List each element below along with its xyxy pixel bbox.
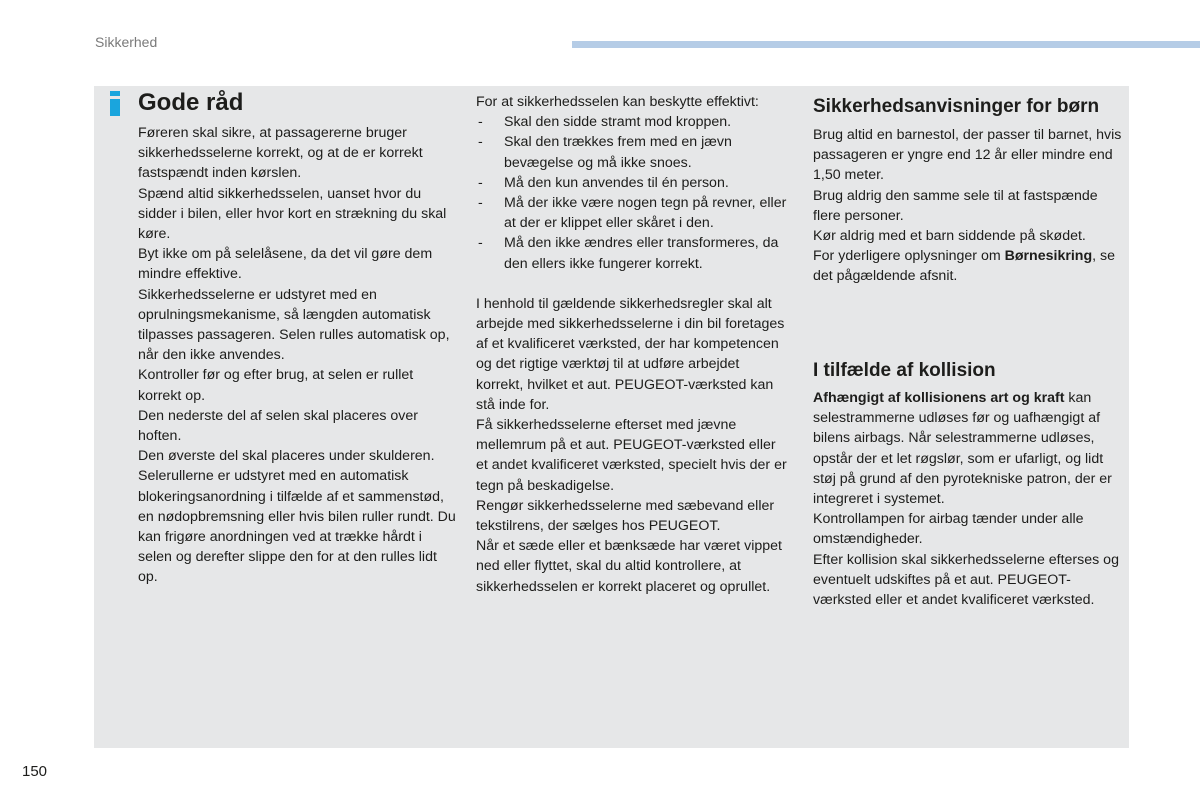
page-number: 150	[22, 763, 48, 780]
child-safety-reference: Børnesikring	[1004, 248, 1093, 265]
collision-paragraph: Efter kollision skal sikkerhedsselerne efterses og eventuelt udskiftes på et aut. PEUGEOT-værksted eller et andet kvalificeret værksted.	[813, 551, 1119, 609]
list-item: - Må den ikke ændres eller transformeres, da den ellers ikke fungerer korrekt.	[476, 233, 788, 273]
col2-paragraph: I henhold til gældende sikkerhedsregler skal alt arbejde med sikkerhedsselerne i din bil foretages af et kvalificeret værksted, der har kompetencen og det rigtige værktøj til at udføre arbejdet korrekt, hvilket et aut. PEUGEOT-værksted kan stå inde for.	[476, 295, 785, 413]
column-2	[476, 92, 788, 597]
header-bar	[572, 41, 1200, 48]
col1-paragraph: Spænd altid sikkerhedsselen, uanset hvor du sidder i bilen, eller hvor kort en strækning du skal køre.	[138, 185, 447, 243]
column-1	[138, 123, 456, 588]
column-3-collision	[813, 359, 1125, 610]
col2-paragraph: Få sikkerhedsselerne efterset med jævne mellemrum på et aut. PEUGEOT-værksted eller et andet kvalificeret værksted, specielt hvis der er tegn på beskadigelse.	[476, 417, 787, 494]
section-label: Sikkerhed	[95, 34, 158, 50]
list-item: - Må den kun anvendes til én person.	[476, 173, 788, 193]
col2-intro: For at sikkerhedsselen kan beskytte effektivt:	[476, 94, 759, 110]
children-safety-title: Sikkerhedsanvisninger for børn	[813, 96, 1100, 117]
children-paragraph: Brug aldrig den samme sele til at fastspænde flere personer.	[813, 187, 1098, 224]
col1-paragraph: Den øverste del skal placeres under skulderen.	[138, 448, 435, 465]
col2-paragraph: Når et sæde eller et bænksæde har været vippet ned eller flyttet, skal du altid kontrollere, at sikkerhedsselen er korrekt placeret og oprullet.	[476, 538, 782, 595]
list-item: - Skal den sidde stramt mod kroppen.	[476, 112, 788, 132]
collision-title: I tilfælde af kollision	[813, 360, 996, 381]
col1-paragraph: Føreren skal sikre, at passagererne bruger sikkerhedsselerne korrekt, og at de er korrekt fastspændt inden kørslen.	[138, 125, 423, 182]
col1-paragraph: Byt ikke om på selelåsene, da det vil gøre dem mindre effektive.	[138, 246, 433, 283]
children-paragraph: Kør aldrig med et barn siddende på skødet.	[813, 228, 1086, 245]
col1-paragraph: Sikkerhedsselerne er udstyret med en oprulningsmekanisme, så længden automatisk tilpasses passageren. Selen rulles automatisk op, når den ikke anvendes.	[138, 286, 450, 364]
col2-paragraph: Rengør sikkerhedsselerne med sæbevand eller tekstilrens, der sælges hos PEUGEOT.	[476, 497, 775, 535]
children-more-info: For yderligere oplysninger om Børnesikring, se det pågældende afsnit.	[813, 248, 1116, 285]
list-item: - Skal den trækkes frem med en jævn bevægelse og må ikke snoes.	[476, 132, 788, 172]
collision-paragraph: Kontrollampen for airbag tænder under alle omstændigheder.	[813, 511, 1084, 548]
col1-paragraph: Selerullerne er udstyret med en automatisk blokeringsanordning i tilfælde af et sammenstød, en nødopbremsning eller hvis bilen ruller rundt. Du kan frigøre anordningen ved at trække hårdt i selen og derefter slippe den for at den rulles lidt op.	[138, 468, 456, 586]
children-paragraph: Brug altid en barnestol, der passer til barnet, hvis passageren er yngre end 12 år eller mindre end 1,50 meter.	[813, 127, 1122, 184]
gode-raad-title: Gode råd	[138, 89, 244, 116]
requirements-list	[476, 112, 788, 274]
list-item: - Må der ikke være nogen tegn på revner, eller at der er klippet eller skåret i den.	[476, 193, 788, 233]
col1-paragraph: Kontroller før og efter brug, at selen er rullet korrekt op.	[138, 367, 414, 404]
col1-paragraph: Den nederste del af selen skal placeres over hoften.	[138, 407, 418, 445]
column-3-children	[813, 95, 1125, 287]
collision-paragraph: Afhængigt af kollisionens art og kraft kan selestrammerne udløses før og uafhængigt af bilens airbags. Når selestrammerne udløses, opstår der et let røgslør, som er ufarligt, og lidt støj på grund af den pyrotekniske patron, der er integreret i systemet.	[813, 390, 1112, 508]
info-icon	[110, 91, 122, 117]
